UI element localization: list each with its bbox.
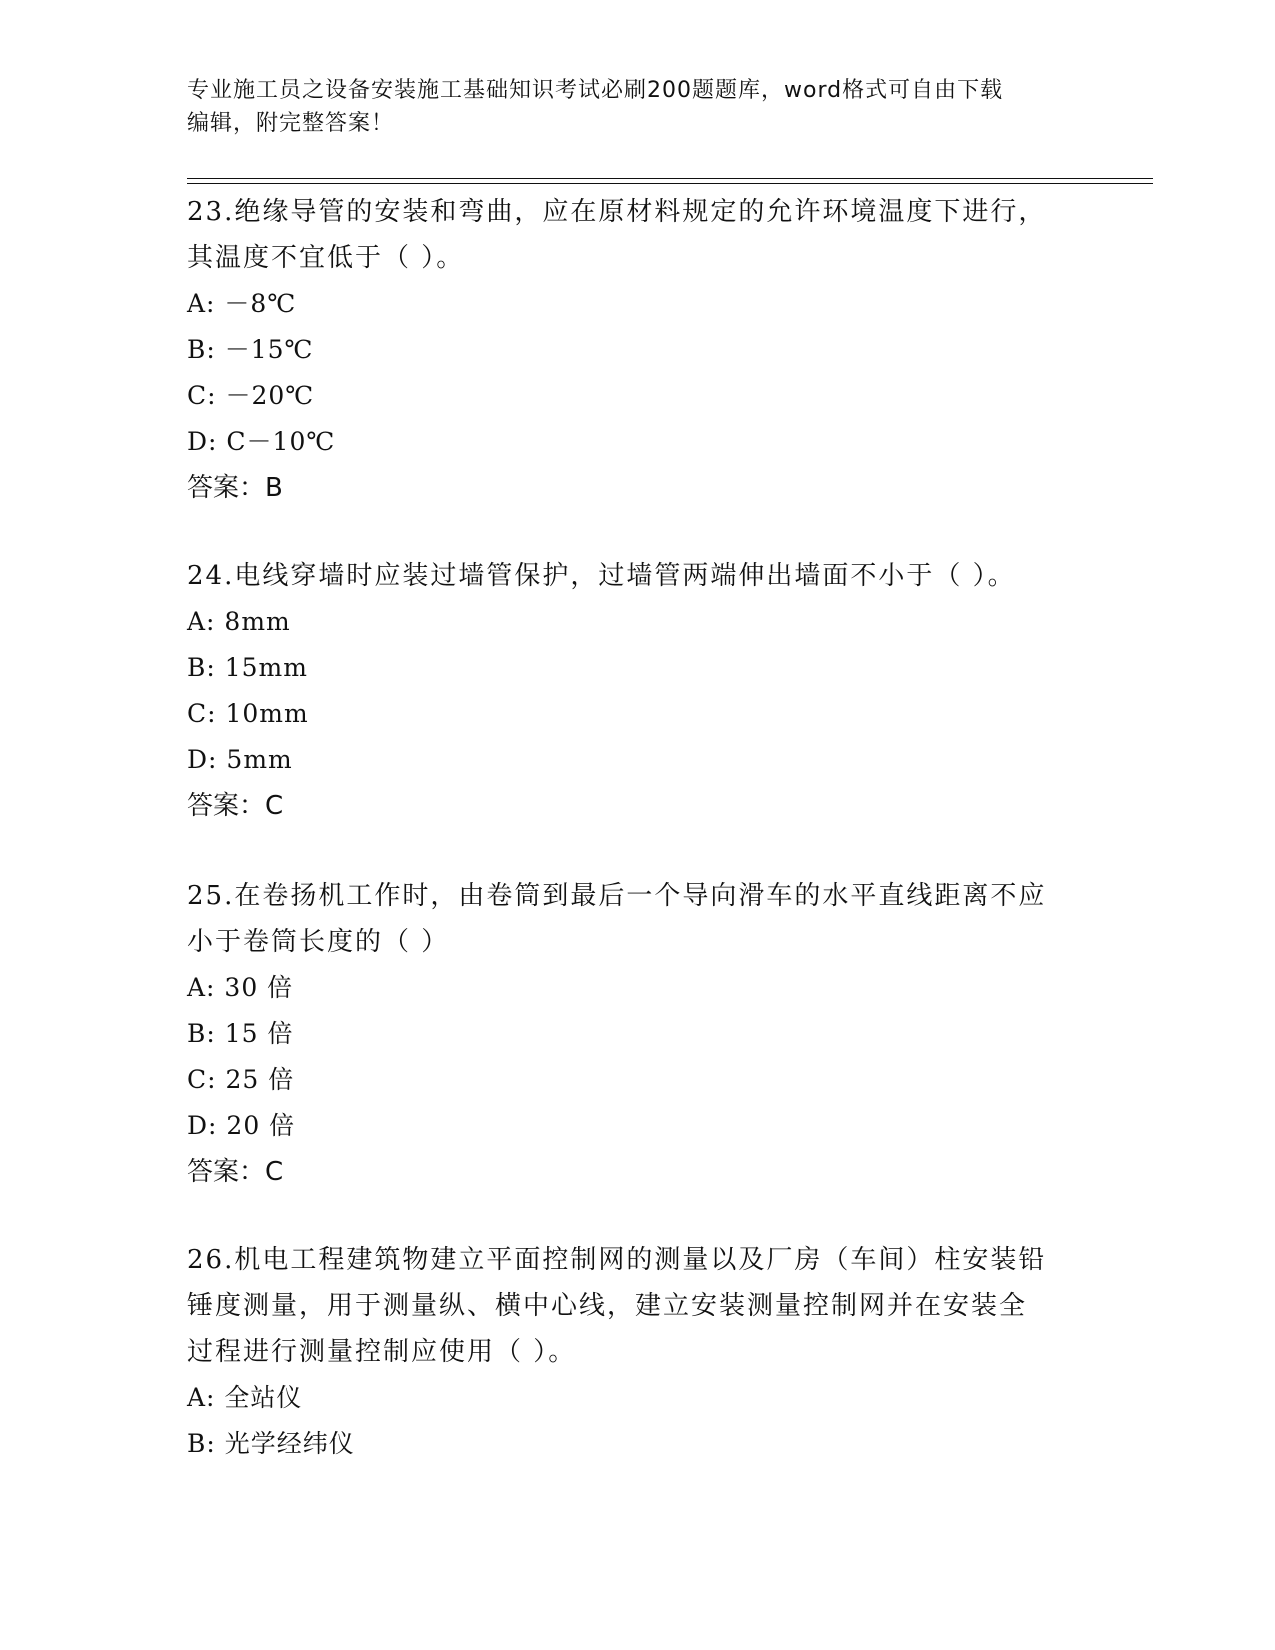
header-line-1: 专业施工员之设备安装施工基础知识考试必刷200题题库，word格式可自由下载 [187,78,1004,103]
option-b: B: 光学经纬仪 [187,1429,355,1458]
question-text-line: 24.电线穿墙时应装过墙管保护，过墙管两端伸出墙面不小于（ ）。 [187,561,1016,591]
question-26 [187,1237,1087,1467]
option-c: C: －20℃ [187,381,315,410]
option-a: A: 8mm [187,607,291,636]
option-d: D: C－10℃ [187,427,336,456]
option-c: C: 10mm [187,699,309,728]
question-24 [187,553,1087,829]
question-text-line: 26.机电工程建筑物建立平面控制网的测量以及厂房（车间）柱安装铅 [187,1245,1047,1275]
document-header [187,74,1067,140]
option-d: D: 20 倍 [187,1111,296,1140]
option-b: B: 15 倍 [187,1019,294,1048]
question-text-line: 锤度测量，用于测量纵、横中心线，建立安装测量控制网并在安装全 [187,1291,1028,1321]
option-c: C: 25 倍 [187,1065,295,1094]
question-text-line: 23.绝缘导管的安装和弯曲，应在原材料规定的允许环境温度下进行， [187,197,1047,227]
answer: 答案：C [187,1157,284,1187]
question-text-line: 其温度不宜低于（ ）。 [187,243,465,273]
option-d: D: 5mm [187,745,293,774]
option-b: B: 15mm [187,653,308,682]
header-divider-bottom [187,183,1153,184]
question-text-line: 过程进行测量控制应使用（ ）。 [187,1337,577,1367]
answer: 答案：B [187,473,283,503]
header-line-2: 编辑，附完整答案！ [187,111,395,136]
question-25 [187,873,1087,1195]
header-divider-top [187,178,1153,179]
question-text-line: 25.在卷扬机工作时，由卷筒到最后一个导向滑车的水平直线距离不应 [187,881,1047,911]
question-text-line: 小于卷筒长度的（ ） [187,927,450,957]
option-a: A: 全站仪 [187,1383,303,1412]
question-23 [187,189,1087,511]
answer: 答案：C [187,791,284,821]
option-a: A: 30 倍 [187,973,294,1002]
option-a: A: －8℃ [187,289,297,318]
option-b: B: －15℃ [187,335,314,364]
